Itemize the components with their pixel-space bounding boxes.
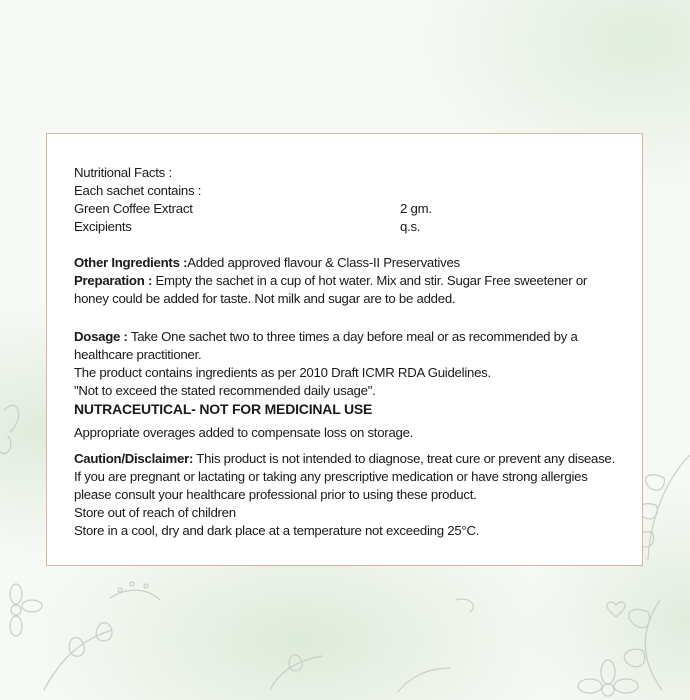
storage-conditions-note: Store in a cool, dry and dark place at a temperature not exceeding 25°C.	[74, 523, 480, 538]
ingredient-amount: q.s.	[400, 219, 421, 234]
sachet-contents-label: Each sachet contains :	[74, 183, 202, 198]
nutrition-info-card	[46, 133, 643, 566]
other-ingredients-text: Added approved flavour & Class-II Preservatives	[187, 255, 460, 270]
ingredient-name: Excipients	[74, 219, 132, 234]
nutritional-facts-section	[74, 164, 615, 236]
daily-limit-note: "Not to exceed the stated recommended daily usage".	[74, 383, 376, 398]
ingredient-amount: 2 gm.	[400, 201, 432, 216]
flower-outline-bottom-left	[10, 584, 42, 636]
preparation	[74, 272, 615, 308]
facts-row	[74, 200, 615, 218]
ingredient-name: Green Coffee Extract	[74, 201, 193, 216]
leaf-outline-left	[4, 405, 19, 432]
dosage-text: Take One sachet two to three times a day before meal or as recommended by a healthcare practitioner.	[74, 329, 578, 362]
nutraceutical-heading: NUTRACEUTICAL- NOT FOR MEDICINAL USE	[74, 401, 373, 417]
preparation-label: Preparation :	[74, 273, 153, 288]
flower-outline-bottom-right	[578, 660, 638, 696]
other-ingredients-label: Other Ingredients :	[74, 255, 188, 270]
overages-note: Appropriate overages added to compensate loss on storage.	[74, 425, 414, 440]
dosage	[74, 328, 615, 364]
caution-disclaimer	[74, 450, 615, 504]
caution-text: This product is not intended to diagnose, treat cure or prevent any disease. If you are pregnant or lactating or taking any prescriptive medication or have strong allergies please consult your healthcare professional prior to using these product.	[74, 451, 615, 502]
preparation-text: Empty the sachet in a cup of hot water. Mix and stir. Sugar Free sweetener or honey could be added for taste. Not milk and sugar are to be added.	[74, 273, 588, 306]
other-ingredients	[74, 254, 615, 272]
sprig-outline-right	[648, 455, 690, 560]
heart-outline	[607, 602, 625, 617]
storage-children-note: Store out of reach of children	[74, 505, 236, 520]
facts-row	[74, 218, 615, 236]
icmr-note: The product contains ingredients as per 2010 Draft ICMR RDA Guidelines.	[74, 365, 491, 380]
dosage-label: Dosage :	[74, 329, 128, 344]
nutritional-facts-title: Nutritional Facts :	[74, 165, 172, 180]
caution-label: Caution/Disclaimer:	[74, 451, 194, 466]
